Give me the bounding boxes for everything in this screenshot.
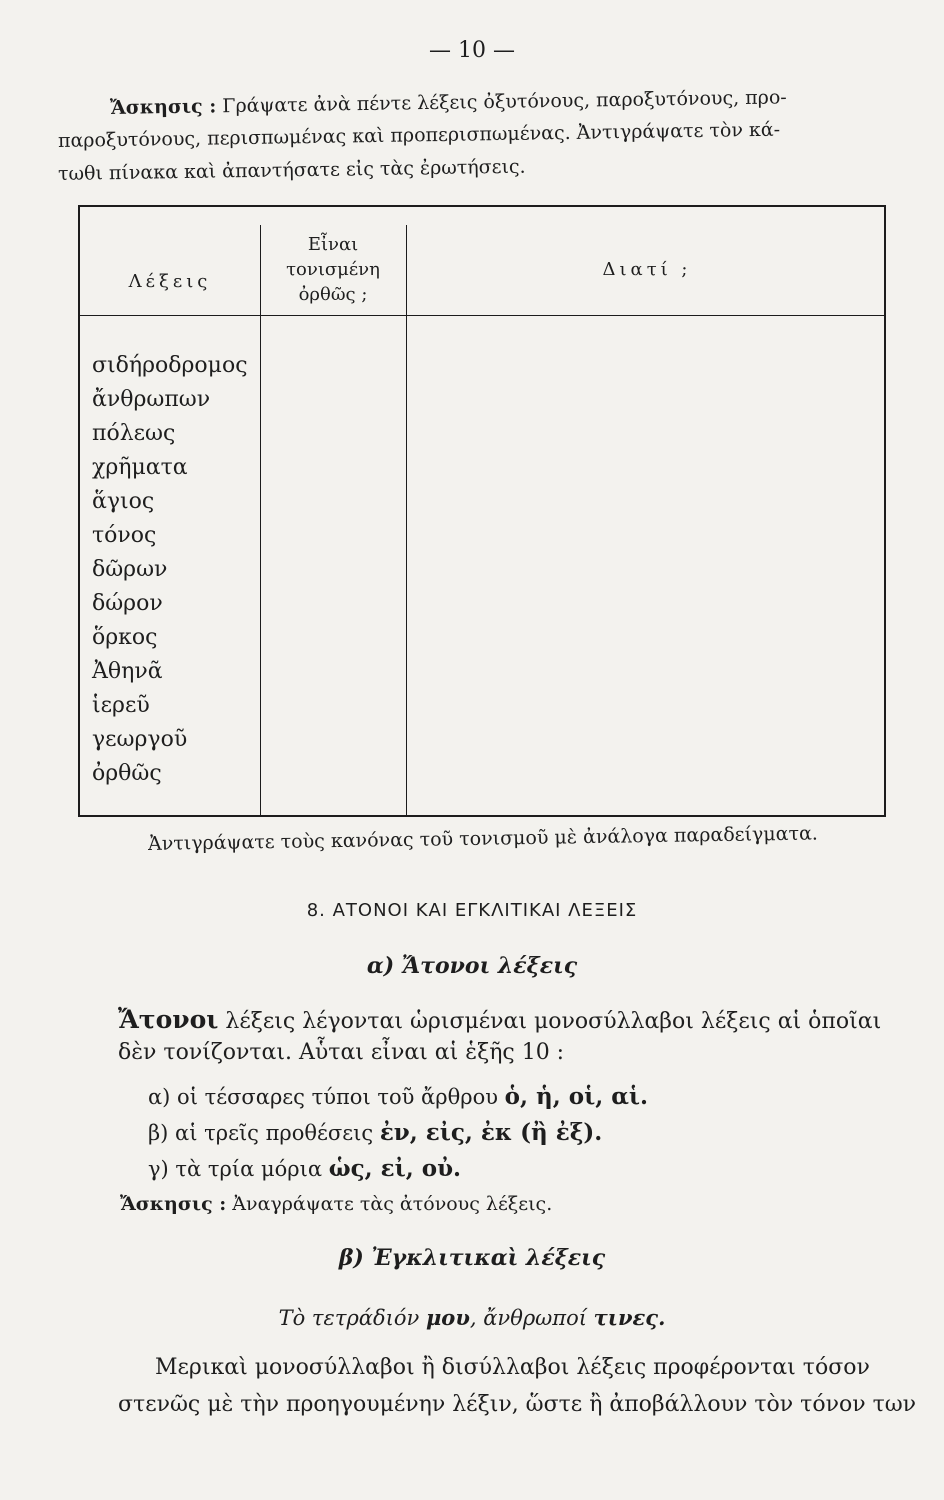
accent-table [78,205,886,817]
table-row: δῶρων [92,557,168,582]
list-item-text: α) οἱ τέσσαρες τύποι τοῦ ἄρθρου [148,1085,505,1109]
list-item-text: γ) τὰ τρία μόρια [148,1157,329,1181]
exercise-1 [57,86,890,191]
paragraph-enclitic-line-2: στενῶς μὲ τὴν προηγουμένην λέξιν, ὥστε ἢ ἀποβάλλουν τὸν τόνον των [118,1392,917,1417]
subsection-b-title: β) Ἐγκλιτικαὶ λέξεις [338,1245,606,1271]
table-row: τόνος [92,523,157,548]
example-part-2: , ἄνθρωποί [469,1306,594,1330]
table-divider-1 [260,225,261,815]
header-correct [260,232,406,307]
subsection-a-title: α) Ἄτονοι λέξεις [366,953,578,979]
table-row: Ἀθηνᾶ [92,659,163,684]
example-bold-2: τινες. [593,1305,666,1330]
list-item-words: ὡς, εἰ, οὐ. [328,1155,462,1182]
table-row: ἄνθρωπων [92,387,211,412]
list-item-text: β) αἱ τρεῖς προθέσεις [148,1121,380,1145]
header-correct-line-1: Εἶναι [307,234,359,255]
paragraph-enclitic-line-1: Μερικαὶ μονοσύλλαβοι ἢ δισύλλαβοι λέξεις προφέρονται τόσον [155,1355,870,1380]
table-row: σιδήροδρομος [92,353,248,378]
paragraph-atonic-lead: Ἄτονοι [118,1005,219,1034]
exercise-2-label: Ἄσκησις : [120,1193,227,1215]
paragraph-atonic-rest: λέξεις λέγονται ὡρισμέναι μονοσύλλαβοι λέξεις αἱ ὁποῖαι [218,1009,882,1034]
paragraph-atonic [118,1002,881,1040]
exercise-1-line-3: τωθι πίνακα καὶ ἀπαντήσατε εἰς τὰς ἐρωτήσεις. [57,155,526,185]
table-row: ἅγιος [92,489,155,514]
list-item [148,1083,648,1110]
copy-rules-instruction: Ἀντιγράψατε τοὺς κανόνας τοῦ τονισμοῦ μὲ ἀνάλογα παραδείγματα. [147,822,819,855]
list-item [148,1155,461,1182]
header-correct-line-3: ὀρθῶς ; [298,284,368,305]
exercise-1-line-1: Γράψατε ἀνὰ πέντε λέξεις ὀξυτόνους, παροξυτόνους, προ- [222,86,787,118]
list-item [148,1119,602,1146]
table-header-rule [80,315,884,316]
list-item-words: ἐν, εἰς, ἐκ (ἢ ἐξ). [379,1119,603,1146]
word-list [92,349,248,791]
exercise-2-text: Ἀναγράψατε τὰς ἀτόνους λέξεις. [226,1193,553,1215]
header-words: Λέξεις [128,271,212,292]
table-row: δώρον [92,591,163,616]
exercise-1-line-2: παροξυτόνους, περισπωμένας καὶ προπερισπωμένας. Ἀντιγράψατε τὸν κά- [57,118,781,152]
page-number: — 10 — [429,38,515,63]
table-row: ὅρκος [92,625,158,650]
table-divider-2 [406,225,407,815]
table-row: ὀρθῶς [92,761,162,786]
example-part-1: Τὸ τετράδιόν [278,1306,426,1330]
exercise-2 [120,1193,552,1215]
header-correct-line-2: τονισμένη [286,259,380,280]
table-row: πόλεως [92,421,176,446]
table-row: χρῆματα [92,455,188,480]
header-why: Διατί ; [602,259,692,280]
example-bold-1: μου [425,1305,470,1330]
list-item-words: ὁ, ἡ, οἱ, αἱ. [504,1083,649,1110]
exercise-1-label: Ἄσκησις : [109,95,217,119]
enclitic-example [0,1305,944,1330]
section-title: 8. ΑΤΟΝΟΙ ΚΑΙ ΕΓΚΛΙΤΙΚΑΙ ΛΕΞΕΙΣ [306,900,638,921]
table-row: γεωργοῦ [92,727,188,752]
table-row: ἱερεῦ [92,693,150,718]
paragraph-atonic-line-2: δὲν τονίζονται. Αὗται εἶναι αἱ ἑξῆς 10 : [118,1040,565,1065]
